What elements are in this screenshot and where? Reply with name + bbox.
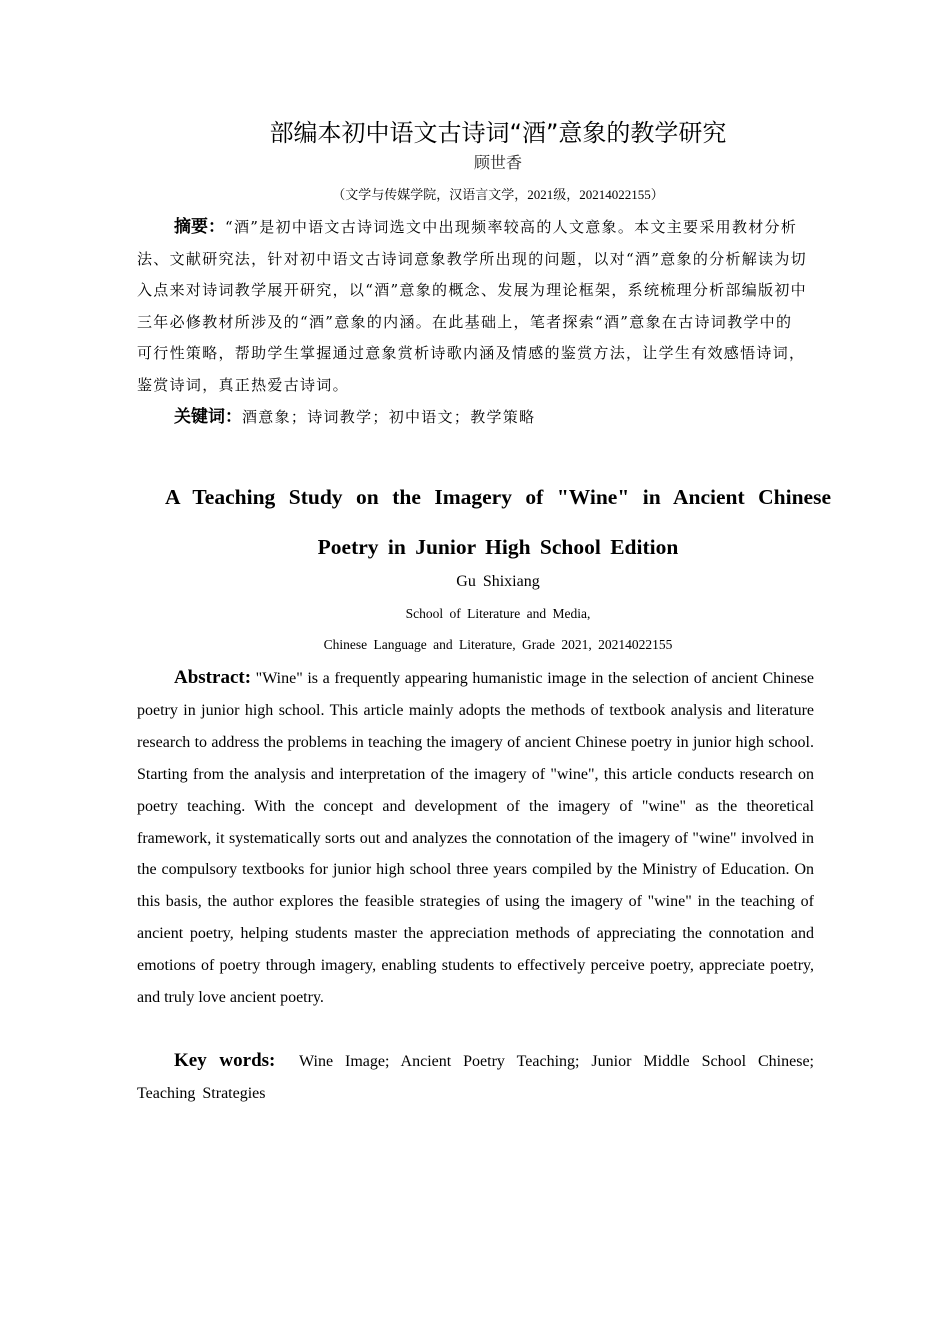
- english-abstract-text: "Wine" is a frequently appearing humanistic image in the selection of ancient Chinese poetry in junior high school. This article mainly adopts the methods of textbook analysis and literature research to address the problems in teaching the imagery of ancient Chinese poetry in junior high school. Starting from the analysis and interpretation of the imagery of "wine", this article conducts research on poetry teaching. With the concept and development of the imagery of "wine" as the theoretical framework, it systematically sorts out and analyzes the connotation of the imagery of "wine" involved in the compulsory textbooks for junior high school three years compiled by the Ministry of Education. On this basis, the author explores the feasible strategies of using the imagery of "wine" in the teaching of ancient poetry, helping students master the appreciation methods of appreciating the connotation and emotions of poetry through imagery, enabling students to effectively perceive poetry, appreciate poetry, and truly love ancient poetry.: [137, 670, 815, 1007]
- chinese-keywords-text: 酒意象；诗词教学；初中语文；教学策略: [242, 408, 536, 426]
- chinese-abstract: [137, 212, 807, 402]
- chinese-title: 部编本初中语文古诗词“酒”意象的教学研究: [269, 119, 727, 147]
- chinese-affiliation: （文学与传媒学院，汉语言文学，2021级，20214022155）: [332, 187, 664, 202]
- english-abstract: [137, 662, 814, 1014]
- english-affiliation-line2: Chinese Language and Literature, Grade 2021, 20214022155: [323, 637, 673, 652]
- english-title: A Teaching Study on the Imagery of "Wine" in Ancient Chinese Poetry in Junior High School Edition: [165, 485, 831, 559]
- chinese-author: 顾世香: [473, 155, 522, 172]
- english-keywords-text: Wine Image; Ancient Poetry Teaching; Junior Middle School Chinese; Teaching Strategies: [137, 1053, 815, 1102]
- chinese-keywords: [137, 402, 807, 434]
- english-author: Gu Shixiang: [456, 573, 540, 590]
- chinese-keywords-label: 关键词：: [174, 407, 242, 427]
- english-keywords: [137, 1045, 814, 1110]
- chinese-abstract-label: 摘要：: [174, 217, 225, 237]
- english-abstract-label: Abstract:: [174, 667, 252, 688]
- english-keywords-label: Key words:: [174, 1050, 276, 1071]
- chinese-abstract-text: “酒”是初中语文古诗词选文中出现频率较高的人文意象。本文主要采用教材分析法、文献研究法，针对初中语文古诗词意象教学所出现的问题，以对“酒”意象的分析解读为切入点来对诗词教学展开研究，以“酒”意象的概念、发展为理论框架，系统梳理分析部编版初中三年必修教材所涉及的“酒”意象的内涵。在此基础上，笔者探索“酒”意象在古诗词教学中的可行性策略，帮助学生掌握通过意象赏析诗歌内涵及情感的鉴赏方法，让学生有效感悟诗词，鉴赏诗词，真正热爱古诗词。: [137, 218, 807, 394]
- english-affiliation-line1: School of Literature and Media,: [405, 606, 591, 621]
